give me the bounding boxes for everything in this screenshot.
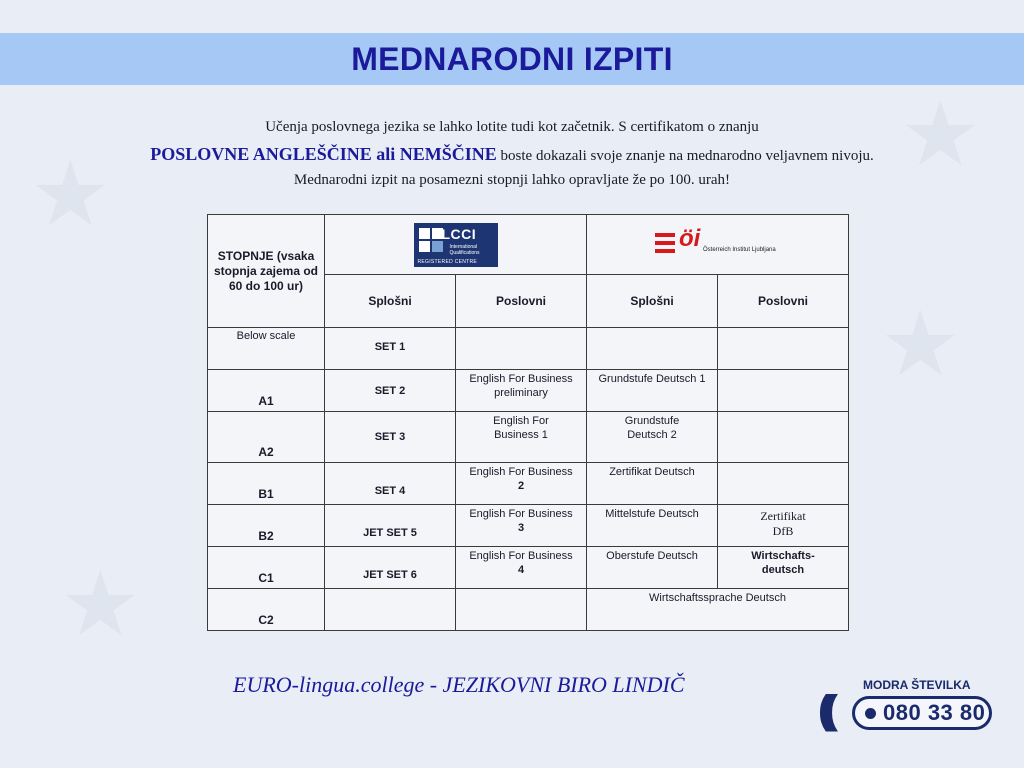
oi-general-cell: [587, 328, 718, 370]
lcci-business-cell: English For Business preliminary: [456, 370, 587, 412]
lcci-business-level: 3: [517, 522, 525, 534]
lcci-logo: [414, 223, 498, 267]
oi-logo-subtitle: Österreich Institut Ljubljana: [703, 247, 776, 253]
col-header-oi-business: Poslovni: [718, 275, 849, 328]
level-cell: B1: [208, 463, 325, 505]
level-cell: C1: [208, 547, 325, 589]
lcci-general-cell: SET 3: [325, 412, 456, 463]
oi-business-cell: [718, 328, 849, 370]
oi-merged-cell: Wirtschaftssprache Deutsch: [587, 589, 849, 631]
lcci-business-cell: [456, 547, 587, 589]
exam-table: [207, 214, 849, 631]
lcci-general-cell: JET SET 5: [325, 505, 456, 547]
table-row: [208, 463, 849, 505]
osterreich-institut-logo: [655, 225, 780, 259]
lcci-general-cell: SET 1: [325, 328, 456, 370]
lcci-general-cell: SET 4: [325, 463, 456, 505]
phone-dot-icon: [865, 708, 876, 719]
background-star-icon: ★: [60, 555, 141, 655]
oi-general-cell: Mittelstufe Deutsch: [587, 505, 718, 547]
lcci-header-cell: [325, 215, 587, 275]
phone-label: MODRA ŠTEVILKA: [863, 678, 971, 692]
oi-business-cell: Wirtschafts-deutsch: [718, 547, 849, 589]
table-row: [208, 547, 849, 589]
oi-business-cell: [718, 412, 849, 463]
page-title: MEDNARODNI IZPITI: [351, 40, 673, 77]
lcci-business-name: English For Business: [469, 550, 573, 562]
oi-header-cell: [587, 215, 849, 275]
level-cell: A1: [208, 370, 325, 412]
phone-badge: [816, 672, 1006, 744]
level-cell: Below scale: [208, 328, 325, 370]
lcci-general-cell: JET SET 6: [325, 547, 456, 589]
level-cell: A2: [208, 412, 325, 463]
title-bar: [0, 33, 1024, 85]
lcci-logo-small-2: Qualifications: [449, 250, 480, 256]
oi-general-cell: Grundstufe Deutsch 1: [587, 370, 718, 412]
lcci-logo-small-1: International: [449, 244, 478, 250]
intro-line-2: [60, 144, 964, 165]
footer-text: EURO-lingua.college - JEZIKOVNI BIRO LINDIČ: [233, 672, 685, 697]
table-row: [208, 589, 849, 631]
oi-business-cell: [718, 370, 849, 412]
lcci-general-cell: SET 2: [325, 370, 456, 412]
oi-general-cell: Oberstufe Deutsch: [587, 547, 718, 589]
lcci-business-name: English For Business: [469, 508, 573, 520]
lcci-logo-text: LCCI: [441, 226, 477, 242]
stopnje-header: STOPNJE (vsaka stopnja zajema od 60 do 100 ur): [208, 215, 325, 328]
intro-line-2-rest: boste dokazali svoje znanje na mednarodno veljavnem nivoju.: [500, 148, 874, 164]
level-cell: B2: [208, 505, 325, 547]
col-header-lcci-business: Poslovni: [456, 275, 587, 328]
lcci-business-cell: English For Business 1: [456, 412, 587, 463]
phone-number: 080 33 80: [883, 700, 986, 725]
lcci-business-name: English For Business: [469, 466, 573, 478]
lcci-business-cell: [456, 328, 587, 370]
table-row: [208, 328, 849, 370]
intro-highlight: POSLOVNE ANGLEŠČINE ali NEMŠČINE: [150, 144, 497, 164]
table-row: [208, 412, 849, 463]
lcci-business-level: 2: [517, 480, 525, 492]
background-star-icon: ★: [900, 85, 981, 185]
lcci-business-cell: [456, 463, 587, 505]
lcci-business-cell: [456, 589, 587, 631]
phone-signal-icon: (((: [818, 688, 828, 732]
col-header-oi-general: Splošni: [587, 275, 718, 328]
intro-line-1: Učenja poslovnega jezika se lahko lotite tudi kot začetnik. S certifikatom o znanju: [265, 119, 759, 135]
lcci-logo-bottom: REGISTERED CENTRE: [417, 259, 478, 265]
background-star-icon: ★: [30, 145, 111, 245]
lcci-business-level: 4: [517, 564, 525, 576]
intro-line-3: Mednarodni izpit na posamezni stopnji lahko opravljate že po 100. urah!: [293, 172, 731, 188]
lcci-general-cell: [325, 589, 456, 631]
lcci-business-cell: [456, 505, 587, 547]
oi-logo-text: öi: [679, 225, 701, 252]
oi-general-cell: Grundstufe Deutsch 2: [587, 412, 718, 463]
phone-pill: [852, 696, 992, 730]
level-cell: C2: [208, 589, 325, 631]
table-row: [208, 370, 849, 412]
oi-business-cell: [718, 463, 849, 505]
col-header-lcci-general: Splošni: [325, 275, 456, 328]
table-row: [208, 505, 849, 547]
oi-general-cell: Zertifikat Deutsch: [587, 463, 718, 505]
background-star-icon: ★: [880, 295, 961, 395]
oi-business-cell: Zertifikat DfB: [718, 505, 849, 547]
